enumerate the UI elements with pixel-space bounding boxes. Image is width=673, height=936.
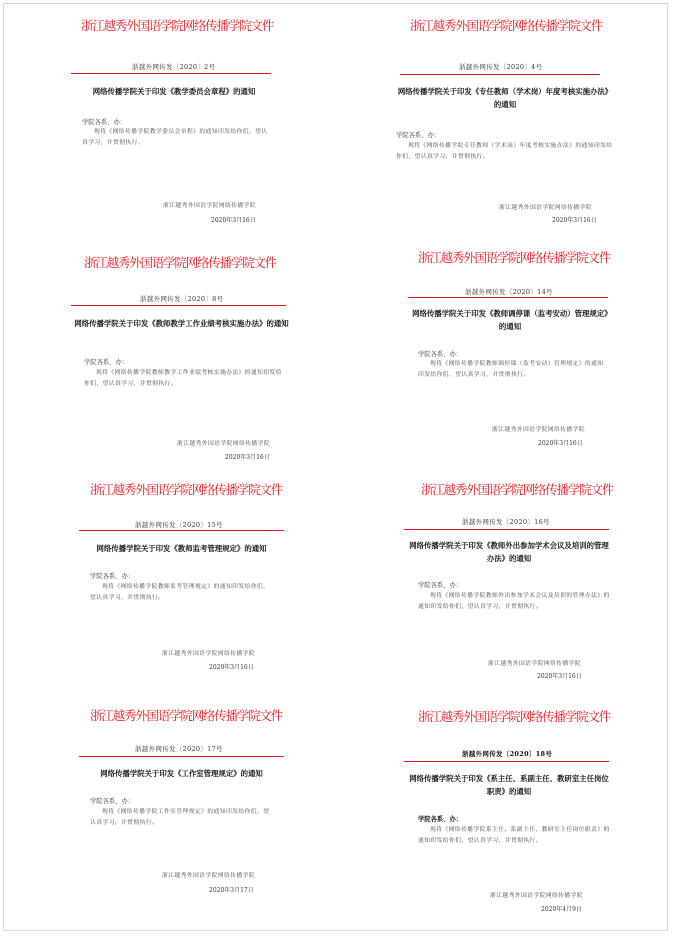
document-title: 网络传播学院关于印发《教学委员会章程》的通知: [92, 87, 256, 96]
addressee: 学院各系、办：: [418, 351, 463, 358]
issue-date: 2020年3月16日: [209, 664, 254, 671]
document-header: 浙江越秀外国语学院网络传播学院文件: [84, 255, 277, 270]
issuer-signature: 浙江越秀外国语学院网络传播学院: [492, 427, 585, 433]
issue-date: 2020年3月16日: [552, 217, 597, 224]
document-title: 网络传播学院关于印发《专任教师（学术岗）年度考核实施办法》的通知: [397, 87, 613, 109]
document-title: 网络传播学院关于印发《教师调停课（监考安动）管理规定》的通知: [412, 309, 608, 331]
document-title: 网络传播学院关于印发《系主任、系副主任、教研室主任岗位职责》的通知: [409, 774, 609, 796]
document-header: 浙江越秀外国语学院网络传播学院文件: [90, 482, 283, 497]
issuer-signature: 浙江越秀外国语学院网络传播学院: [488, 661, 581, 667]
issue-date: 2020年3月16日: [225, 454, 270, 461]
document-number: 浙越外网传发〔2020〕8号: [140, 295, 224, 303]
document-title: 网络传播学院关于印发《教师监考管理规定》的通知: [96, 544, 267, 553]
issue-date: 2020年3月16日: [211, 217, 256, 224]
document-number: 浙越外网传发〔2020〕16号: [462, 518, 550, 526]
document-body: 现将《网络传播学院教师监考管理规定》的通知印发给你们，望认真学习，并贯彻执行。: [90, 584, 270, 601]
document-body: 现将《网络传播学院教师外出参加学术会议及培训的管理办法》的通知印发给你们，望认真学习，并贯彻执行。: [418, 593, 610, 610]
red-divider: [79, 756, 284, 757]
document-body: 现将《网络传播学院教师调停课（监考安动）管理规定》的通知印发给你们，望认真学习，并贯彻执行。: [418, 361, 604, 378]
addressee: 学院各系、办：: [418, 582, 463, 589]
document-number: 浙越外网传发〔2020〕2号: [132, 63, 216, 71]
document-body: 现将《网络传播学院教学委员会章程》的通知印发给你们，望认真学习，并贯彻执行。: [82, 129, 268, 146]
addressee: 学院各系、办：: [90, 798, 135, 805]
document-number: 浙越外网传发〔2020〕17号: [135, 745, 223, 753]
red-divider: [71, 73, 271, 74]
issue-date: 2020年3月16日: [538, 440, 583, 447]
red-divider: [404, 761, 609, 762]
red-divider: [400, 74, 600, 75]
issue-date: 2020年4月9日: [541, 906, 582, 913]
document-number: 浙越外网传发〔2020〕14号: [465, 288, 553, 296]
red-divider: [71, 305, 286, 306]
red-divider: [408, 297, 608, 298]
addressee: 学院各系、办：: [84, 359, 129, 366]
document-number: 浙越外网传发〔2020〕15号: [135, 521, 223, 529]
document-body: 现将《网络传播学院专任教师（学术岗）年度考核实施办法》的通知印发给你们，望认真学习，并贯彻执行。: [396, 143, 613, 160]
issuer-signature: 浙江越秀外国语学院网络传播学院: [162, 873, 255, 879]
document-title: 网络传播学院关于印发《工作室管理规定》的通知: [100, 769, 263, 778]
addressee: 学院各系、办：: [82, 119, 127, 126]
document-title: 网络传播学院关于印发《教师外出参加学术会议及培训的管理办法》的通知: [409, 541, 609, 563]
addressee: 学院各系、办：: [418, 816, 463, 823]
document-body: 现将《网络传播学院教师教学工作业绩考核实施办法》的通知印发给你们，望认真学习，并贯彻执行。: [84, 370, 282, 387]
document-header: 浙江越秀外国语学院网络传播学院文件: [81, 18, 274, 33]
issuer-signature: 浙江越秀外国语学院网络传播学院: [490, 893, 583, 899]
document-header: 浙江越秀外国语学院网络传播学院文件: [410, 18, 603, 33]
issuer-signature: 浙江越秀外国语学院网络传播学院: [162, 651, 255, 657]
document-body: 现将《网络传播学院工作室管理规定》的通知印发给你们，望认真学习，并贯彻执行。: [90, 809, 270, 826]
addressee: 学院各系、办：: [396, 132, 441, 139]
red-divider: [79, 530, 284, 531]
addressee: 学院各系、办：: [90, 573, 135, 580]
document-number: 浙越外网传发〔2020〕18号: [462, 750, 553, 758]
document-header: 浙江越秀外国语学院网络传播学院文件: [90, 708, 283, 723]
document-header: 浙江越秀外国语学院网络传播学院文件: [418, 709, 611, 724]
issuer-signature: 浙江越秀外国语学院网络传播学院: [499, 205, 592, 211]
issuer-signature: 浙江越秀外国语学院网络传播学院: [177, 441, 270, 447]
red-divider: [404, 529, 609, 530]
document-sheet: [3, 3, 668, 931]
issuer-signature: 浙江越秀外国语学院网络传播学院: [163, 203, 256, 209]
document-number: 浙越外网传发〔2020〕4号: [459, 63, 543, 71]
document-title: 网络传播学院关于印发《教师教学工作业绩考核实施办法》的通知: [74, 319, 289, 328]
issue-date: 2020年3月16日: [537, 673, 582, 680]
document-header: 浙江越秀外国语学院网络传播学院文件: [418, 250, 611, 265]
issue-date: 2020年3月17日: [209, 887, 254, 894]
document-body: 现将《网络传播学院系主任、系副主任、教研室主任岗位职责》的通知印发给你们，望认真学习，并贯彻执行。: [418, 827, 610, 844]
document-header: 浙江越秀外国语学院网络传播学院文件: [421, 482, 614, 497]
